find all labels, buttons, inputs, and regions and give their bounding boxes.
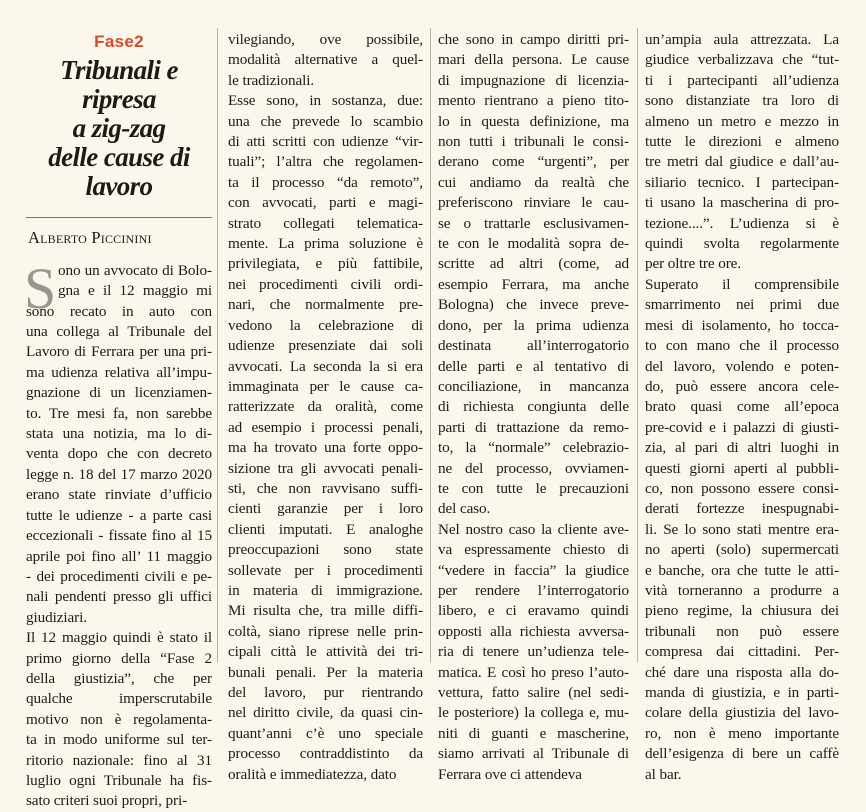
text-line: tezione....”. L’udienza si è [645,214,839,232]
text-line: ché dare una risposta alla do- [645,663,839,681]
text-line: ta in modo uniforme sul ter- [26,731,212,749]
text-line: tribunali non può essere [645,622,839,640]
text-line: smarrimento nei primi due [645,296,839,314]
text-line: colare della giustizia del lavo- [645,704,839,722]
text-line: lo in questa definizione, ma [438,112,629,130]
text-line: primo giorno della “Fase 2 [26,649,212,667]
headline-line: delle cause di lavoro [48,142,190,202]
text-line: delle parti e al tentativo di [438,357,629,375]
text-line: le posteriore) la collega e, mu- [438,704,629,722]
text-line: destinata all’interrogatorio [438,337,629,355]
text-line: siamo arrivati al Tribunale di [438,745,629,763]
text-line: privilegiata, e più fattibile, [228,255,423,273]
text-line: una collega al Tribunale del [26,323,212,341]
text-line: legge n. 18 del 17 marzo 2020 [26,465,212,483]
text-line: ria di tenere un’udienza tele- [438,643,629,661]
text-line: to con mano che il processo [645,337,839,355]
drop-cap: S [24,255,57,321]
text-line: gnazione di un licenziamen- [26,384,212,402]
text-line: bunali penali. Per la materia [228,663,423,681]
text-line: compresa dai cittadini. Per- [645,643,839,661]
text-line: mari della persona. Le cause [438,51,629,69]
text-line: nei procedimenti civili ordi- [228,275,423,293]
text-line: sizione tra gli avvocati penali- [228,459,423,477]
text-line: derano come “urgenti”, per [438,153,629,171]
text-line: ro, non è meno importante [645,724,839,742]
text-line: cipali città le attività dei tri- [228,643,423,661]
text-line: eccezionali - fissate fino al 15 [26,527,212,545]
text-line: - dei procedimenti civili e pe- [26,567,212,585]
text-line: questi giorni aperti al pubbli- [645,459,839,477]
text-line: nali pendenti presso gli uffici [26,588,212,606]
text-line: del lavoro, volendo e poten- [645,357,839,375]
text-line: immaginata per le cause ca- [228,377,423,395]
text-line: libero, e ci eravamo quindi [438,602,629,620]
text-line: preferiscono rinviare le cau- [438,194,629,212]
text-line: co, non possono essere consi- [645,479,839,497]
column-divider [430,28,431,662]
text-line: scritte ad altri (come, ad [438,255,629,273]
headline-line: Tribunali e ripresa [60,55,178,115]
text-line: vedono la celebrazione di [228,316,423,334]
text-line: mento rientrano a pieno tito- [438,92,629,110]
text-line: nel diritto civile, da quasi cin- [228,704,423,722]
text-line: sono recato in auto con [26,302,212,320]
text-line: processo contraddistinto da [228,745,423,763]
text-line: brato quasi come all’epoca [645,398,839,416]
text-line: con avvocati, parti e magi- [228,194,423,212]
text-line: cui andiamo da realtà che [438,173,629,191]
text-line: ma ha trovato una forte oppo- [228,439,423,457]
byline: Alberto Piccinini [28,228,152,248]
headline [26,56,212,201]
text-line: ta il processo “da remoto”, [228,173,423,191]
text-line: no aperti (solo) supermercati [645,541,839,559]
text-line: sti, che non ravvisano suffi- [228,479,423,497]
text-line: del caso. [438,500,491,518]
text-line: do, può essere ancora cele- [645,377,839,395]
text-line: Il 12 maggio quindi è stato il [26,629,212,647]
text-line: te con tutte le precauzioni [438,479,629,497]
text-line: erano state rinviate d’ufficio [26,486,212,504]
text-line: luglio ogni Tribunale ha fis- [26,771,212,789]
text-line: nari, che normalmente pre- [228,296,423,314]
text-line: parti di trattazione da remo- [438,418,629,436]
text-line: pieno regime, la chiusura dei [645,602,839,620]
column-divider [217,28,218,662]
text-line: tutte le direzioni e almeno [645,133,839,151]
text-line: sollevate per i procedimenti [228,561,423,579]
text-line: in materia di immigrazione. [228,581,423,599]
text-line: oralità e immediatezza, dato [228,765,397,783]
text-line: vità torneranno a produrre a [645,581,839,599]
text-line: conciliazione, in mancanza [438,377,629,395]
text-line: li. Se lo sono stati mentre era- [645,520,839,538]
text-line: pre-covid e i palazzi di giusti- [645,418,839,436]
text-line: qualche imperscrutabile [26,690,212,708]
text-line: per oltre tre ore. [645,255,742,273]
text-line: manda di giustizia, e in parti- [645,684,839,701]
text-line: ad esempio i processi penali, [228,418,423,436]
column-divider [637,28,638,662]
text-line: stata una notizia, ma lo di- [26,425,212,443]
column-1-body [24,255,212,812]
column-1 [26,32,212,812]
text-line: ritorio nazionale: fino al 31 [26,751,212,769]
text-line: dell’esigenza di bere un caffè [645,745,839,763]
text-line: mesi di isolamento, ho tocca- [645,316,839,334]
text-line: Ferrara ove ci attendeva [438,765,582,783]
text-line: non tutti i tribunali le consi- [438,133,629,151]
text-line: per rendere l’interrogatorio [438,581,629,599]
text-line: tre metri dal giudice e dall’au- [645,153,839,171]
text-line: Lavoro di Ferrara per una pri- [26,343,212,361]
text-line: un’ampia aula attrezzata. La [645,31,839,48]
text-line: e banche, ora che tutte le atti- [645,561,839,579]
section-kicker: Fase2 [94,32,144,51]
column-1-text [24,255,212,812]
text-line: “vedere in faccia” la giudice [438,561,629,579]
text-line: di atti scritti con udienze “vir- [228,133,423,151]
text-line: ti i partecipanti all’udienza [645,71,839,89]
text-line: modalità alternative a quel- [228,51,423,69]
text-line: tuali”; l’altra che regolamen- [228,153,423,171]
text-line: di richiesta congiunta delle [438,398,629,416]
text-line: mente. La prima soluzione è [228,235,423,253]
headline-line: a zig-zag [72,113,166,144]
text-line: zia, al pari di altri luoghi in [645,439,839,457]
text-line: almeno un metro e mezzo in [645,112,839,130]
text-line: Nel nostro caso la cliente ave- [438,520,629,538]
text-line: quant’anni c’è uno speciale [228,724,423,742]
text-line: sono distanziate tra loro di [645,92,839,110]
text-line: una che prevede lo scambio [228,112,423,130]
text-line: derati fortezze inespugnabi- [645,500,839,518]
text-line: giudiziari. [26,608,87,626]
text-line: dono, per la prima udienza [438,316,629,334]
text-line: avvocati. La seconda la si era [228,357,423,375]
text-line: Superato il comprensibile [645,275,839,293]
text-line: coltà, siano riprese nelle prin- [228,622,423,640]
text-line: strato collegati telematica- [228,214,423,232]
text-line: giudice verbalizzava che “tut- [645,51,839,69]
text-line: gna e il 12 maggio mi [58,282,212,300]
text-line: te con le modalità sopra de- [438,235,629,253]
text-line: le tradizionali. [228,71,315,89]
text-line: vilegiando, ove possibile, [228,31,423,48]
text-line: Mi risulta che, tra mille diffi- [228,602,423,620]
text-line: aprile poi fino all’ 11 maggio [26,547,212,565]
text-line: della giustizia”, che per [26,669,212,687]
text-line: tutte le udienze - a parte casi [26,506,212,524]
text-line: preoccupazioni sono state [228,541,423,559]
text-line: vettura, fatto salire (nel sedi- [438,684,629,701]
text-line: clienti imputati. E analoghe [228,520,423,538]
text-line: se o trattarle esclusivamen- [438,214,629,232]
text-line: di impugnazione di licenzia- [438,71,629,89]
text-line: niti di guanti e mascherine, [438,724,629,742]
text-line: cienti garanzie per i loro [228,500,423,518]
text-line: sato criteri suoi propri, pri- [26,792,188,810]
text-line: motivo non è regolamenta- [26,710,212,728]
text-line: Esse sono, in sostanza, due: [228,92,423,110]
text-line: ma udienza relativa all’impu- [26,363,212,381]
byline-rule [26,217,212,218]
text-line: ne del processo, ovviamen- [438,459,629,477]
text-line: siliario tecnico. I partecipan- [645,173,839,191]
text-line: matica. E così ho preso l’auto- [438,663,629,681]
text-line: al bar. [645,765,682,783]
text-line: Bologna) che invece preve- [438,296,629,314]
text-line: ti usano la mascherina di pro- [645,194,839,212]
text-line: to, la “normale” celebrazio- [438,439,629,457]
text-line: venta dopo che con decreto [26,445,212,463]
text-line: udienze presenziate dai soli [228,337,423,355]
text-line: opposti alla richiesta avversa- [438,622,629,640]
text-line: va espressamente chiesto di [438,541,629,559]
text-line: ratterizzate da oralità, come [228,398,423,416]
text-line: del lavoro, pur rientrando [228,684,423,701]
text-line: to. Tre mesi fa, non sarebbe [26,404,212,422]
text-line: ono un avvocato di Bolo- [58,261,212,279]
text-line: esempio Ferrara, ma anche [438,275,629,293]
text-line: quindi svolta regolarmente [645,235,839,253]
text-line: che sono in campo diritti pri- [438,31,629,48]
